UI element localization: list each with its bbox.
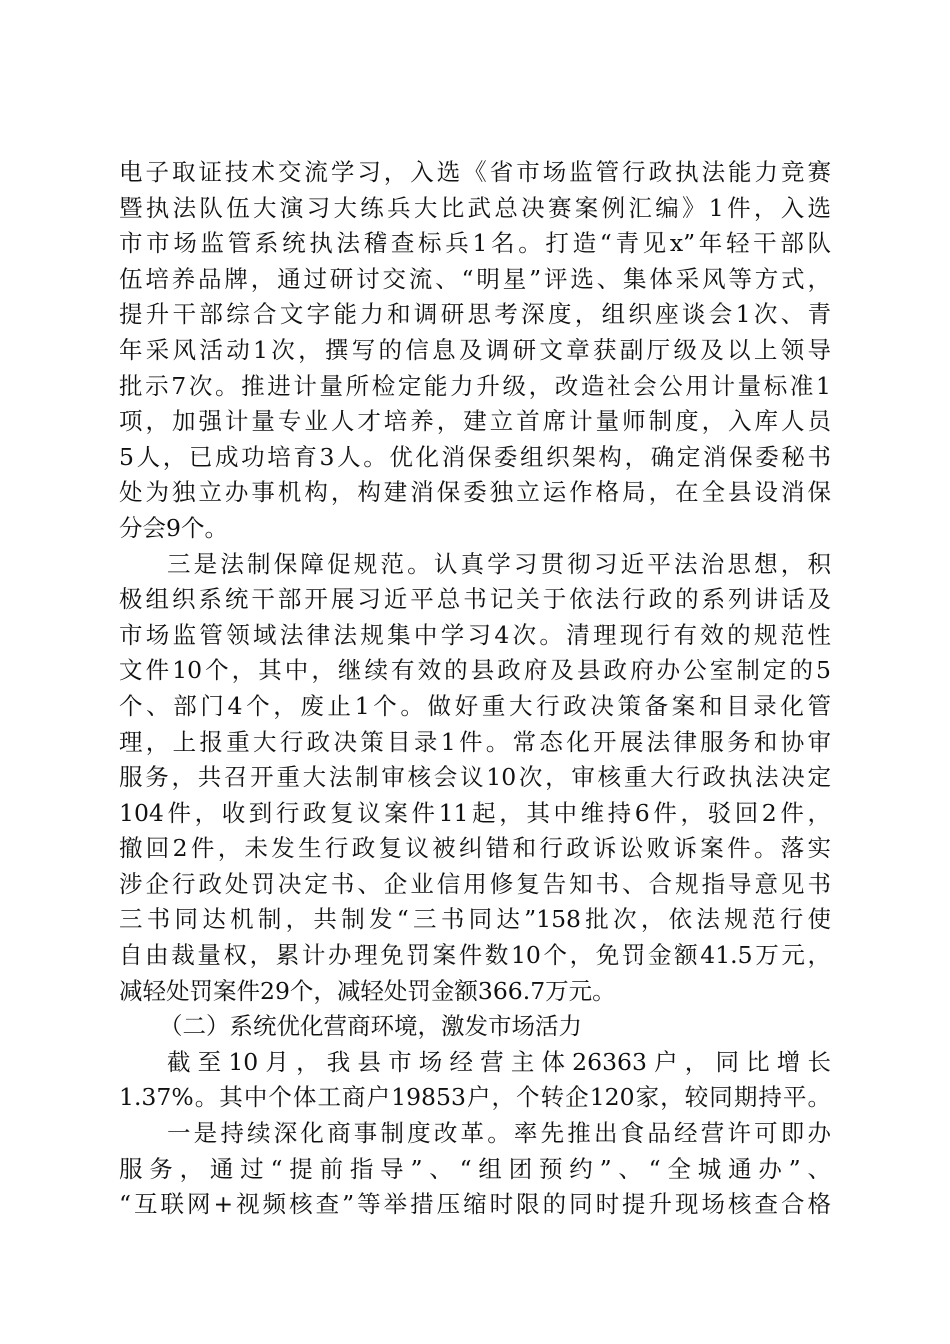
text-line: 理，上报重大行政决策目录1件。常态化开展法律服务和协审: [119, 727, 831, 756]
paragraph-start-line: 三是法制保障促规范。认真学习贯彻习近平法治思想，积: [167, 549, 831, 578]
text-line: 文件10个，其中，继续有效的县政府及县政府办公室制定的5: [119, 656, 831, 685]
text-line: 1.37%。其中个体工商户19853户，个转企120家，较同期持平。: [119, 1083, 831, 1112]
text-line: 年采风活动1次，撰写的信息及调研文章获副厅级及以上领导: [119, 335, 831, 364]
text-line: 服务，共召开重大法制审核会议10次，审核重大行政执法决定: [119, 763, 831, 792]
text-line: 提升干部综合文字能力和调研思考深度，组织座谈会1次、青: [119, 300, 831, 329]
text-line: 市市场监管系统执法稽查标兵1名。打造“青见x”年轻干部队: [119, 229, 831, 258]
text-line: 涉企行政处罚决定书、企业信用修复告知书、合规指导意见书: [119, 869, 831, 898]
text-line: 撤回2件，未发生行政复议被纠错和行政诉讼败诉案件。落实: [119, 834, 831, 863]
text-line: 服务，通过“提前指导”、“组团预约”、“全城通办”、: [119, 1154, 831, 1183]
document-body: [119, 155, 831, 1223]
paragraph-start-line: 一是持续深化商事制度改革。率先推出食品经营许可即办: [167, 1119, 831, 1148]
text-line: 个、部门4个，废止1个。做好重大行政决策备案和目录化管: [119, 691, 831, 720]
text-line: 减轻处罚案件29个，减轻处罚金额366.7万元。: [119, 976, 616, 1005]
text-line: 电子取证技术交流学习，入选《省市场监管行政执法能力竞赛: [119, 158, 831, 186]
text-line: 三书同达机制，共制发“三书同达”158批次，依法规范行使: [119, 905, 831, 934]
text-line: 极组织系统干部开展习近平总书记关于依法行政的系列讲话及: [119, 585, 831, 614]
text-line: 处为独立办事机构，构建消保委独立运作格局，在全县设消保: [119, 478, 831, 507]
text-line: 批示7次。推进计量所检定能力升级，改造社会公用计量标准1: [119, 371, 831, 400]
text-line: 暨执法队伍大演习大练兵大比武总决赛案例汇编》1件，入选: [119, 193, 831, 222]
text-line: 自由裁量权，累计办理免罚案件数10个，免罚金额41.5万元，: [119, 941, 831, 970]
section-heading: （二）系统优化营商环境，激发市场活力: [159, 1012, 582, 1041]
text-line: “互联网+视频核查”等举措压缩时限的同时提升现场核查合格: [119, 1190, 831, 1219]
paragraph-start-line: 截至10月，我县市场经营主体26363户，同比增长: [167, 1047, 831, 1076]
text-line: 104件，收到行政复议案件11起，其中维持6件，驳回2件，: [119, 798, 831, 827]
text-line: 伍培养品牌，通过研讨交流、“明星”评选、集体采风等方式，: [119, 264, 831, 293]
text-line: 分会9个。: [119, 513, 228, 542]
text-line: 市场监管领域法律法规集中学习4次。清理现行有效的规范性: [119, 620, 831, 649]
text-line: 项，加强计量专业人才培养，建立首席计量师制度，入库人员: [119, 407, 831, 436]
text-line: 5人，已成功培育3人。优化消保委组织架构，确定消保委秘书: [119, 442, 831, 471]
